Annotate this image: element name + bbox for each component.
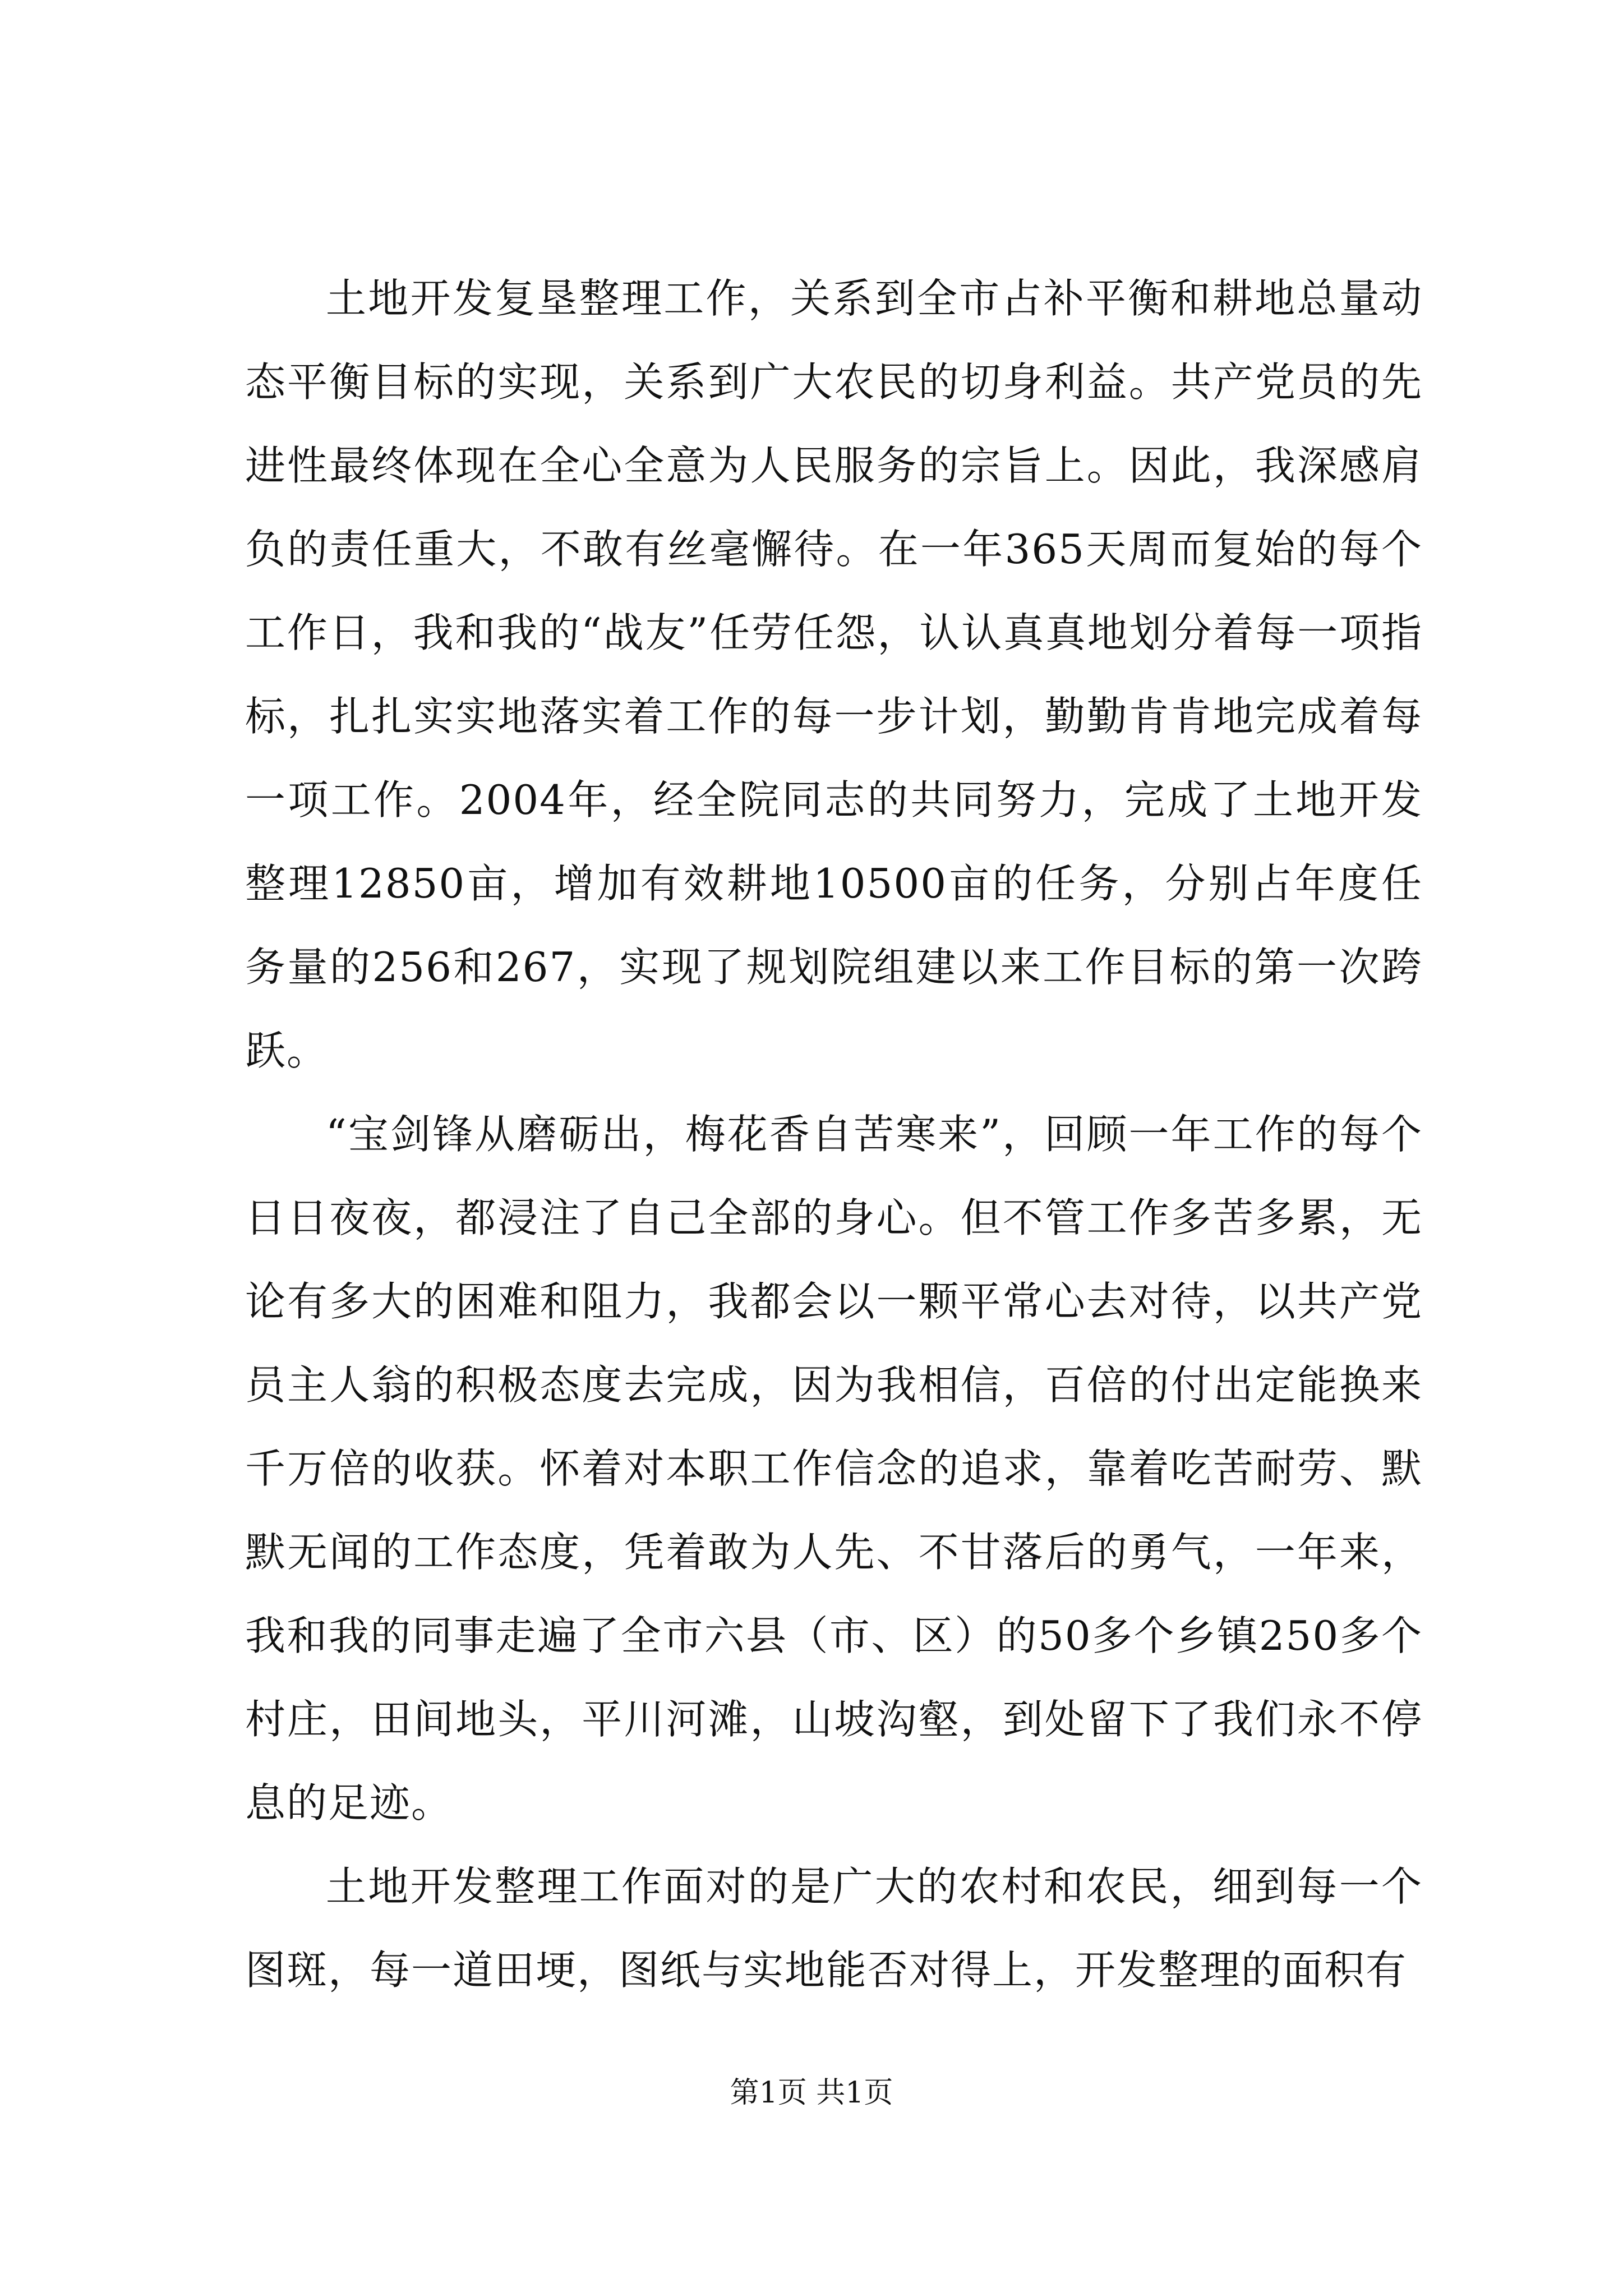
document-body — [245, 257, 1423, 2012]
page-footer: 第1页 共1页 — [730, 2076, 893, 2110]
paragraph-3: 土地开发整理工作面对的是广大的农村和农民，细到每一个图斑，每一道田埂，图纸与实地能否对得上，开发整理的面积有 — [245, 1863, 1423, 1994]
paragraph-1: 土地开发复垦整理工作，关系到全市占补平衡和耕地总量动态平衡目标的实现，关系到广大农民的切身利益。共产党员的先进性最终体现在全心全意为人民服务的宗旨上。因此，我深感肩负的责任重大，不敢有丝毫懈待。在一年365天周而复始的每个工作日，我和我的“战友”任劳任怨，认认真真地划分着每一项指标，扎扎实实地落实着工作的每一步计划，勤勤肯肯地完成着每一项工作。2004年，经全院同志的共同努力，完成了土地开发整理12850亩，增加有效耕地10500亩的任务，分别占年度任务量的256和267，实现了规划院组建以来工作目标的第一次跨跃。 — [245, 275, 1423, 1074]
paragraph-2: “宝剑锋从磨砺出，梅花香自苦寒来”，回顾一年工作的每个日日夜夜，都浸注了自己全部的身心。但不管工作多苦多累，无论有多大的困难和阻力，我都会以一颗平常心去对待，以共产党员主人翁的积极态度去完成，因为我相信，百倍的付出定能换来千万倍的收获。怀着对本职工作信念的追求，靠着吃苦耐劳、默默无闻的工作态度，凭着敢为人先、不甘落后的勇气，一年来，我和我的同事走遍了全市六县（市、区）的50多个乡镇250多个村庄，田间地头，平川河滩，山坡沟壑，到处留下了我们永不停息的足迹。 — [245, 1111, 1423, 1826]
